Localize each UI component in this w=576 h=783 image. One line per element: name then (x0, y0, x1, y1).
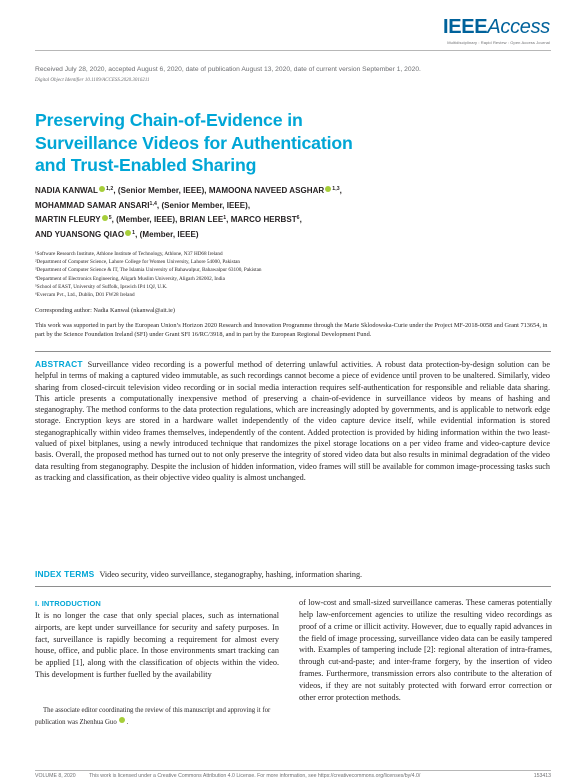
title-line: and Trust-Enabled Sharing (35, 155, 257, 175)
title-line: Surveillance Videos for Authentication (35, 132, 353, 153)
associate-editor-note: The associate editor coordinating the review of this manuscript and approving it for publication was Zhenhua Guo . (35, 707, 271, 726)
logo-tagline: Multidisciplinary : Rapid Review : Open Access Journal (447, 40, 550, 45)
author-affil-sup: 5 (108, 215, 112, 222)
author-name: MOHAMMAD SAMAR ANSARI (35, 200, 150, 210)
footer-license[interactable]: This work is licensed under a Creative Commons Attribution 4.0 License. For more information, see https://creativecommons.org/licenses/by/4.0/ (89, 773, 421, 779)
affiliation-item: ⁵School of EAST, University of Suffolk, Ipswich IP4 1QJ, U.K. (35, 283, 168, 290)
footer-rule (35, 770, 551, 771)
abstract (35, 359, 550, 483)
logo-wordmark (443, 16, 550, 39)
author-name: NADIA KANWAL (35, 186, 98, 195)
introduction-text-right: of low-cost and small-sized surveillance cameras. These cameras potentially help law-enforcement agencies to utilize the resulting video recordings as proof of a crime or illicit activity. However, due to equally rapid advances in the field of image processing, surveillance video data can be easily tampered with. Examples of tampering include [2]: regional alteration of intra-frames, through cut-and-paste; and inter-frame forgery, by the insertion of video frames. Furthermore, transmission errors also contribute to the alteration of videos, if they are not suitably protected with forward error correction or other error protection methods. (299, 598, 552, 702)
author-suffix: , (Member, IEEE), (111, 215, 180, 225)
footer-page-number: 153413 (533, 773, 551, 779)
funding-statement: This work was supported in part by the European Union’s Horizon 2020 Research and Innovation Programme through the Marie Sklodowska-Curie under the Project MF-2018-0058 and Grant 713654, in part by the Science Foundation Ireland (SFI) under Grant SFI 16/RC/3918, and in part by the European Regional Development Fund. (35, 322, 548, 338)
orcid-icon[interactable] (325, 186, 331, 192)
title-line: Preserving Chain-of-Evidence in (35, 110, 303, 130)
author-line (35, 212, 485, 227)
orcid-icon[interactable] (102, 215, 108, 221)
logo-ieee: IEEE (442, 16, 488, 38)
author-name: MARTIN FLEURY (35, 215, 101, 225)
author-suffix: , (339, 186, 342, 195)
logo-access: Access (487, 16, 550, 38)
author-name: AND YUANSONG QIAO (35, 229, 125, 239)
affiliation-item: ³Department of Computer Science & IT, The Islamia University of Bahawalpur, Bahawalpur 63100, Pakistan (35, 267, 262, 274)
received-dates: Received July 28, 2020, accepted August 6, 2020, date of publication August 13, 2020, date of current version September 1, 2020. (35, 66, 421, 73)
author-suffix: , (Senior Member, IEEE), (156, 200, 251, 210)
affiliation-item: ²Department of Computer Science, Lahore College for Women University, Lahore 54000, Pakistan (35, 259, 240, 266)
author-suffix: , (Senior Member, IEEE), (113, 186, 209, 195)
affiliation-item: ¹Software Research Institute, Athlone Institute of Technology, Athlone, N37 HD68 Ireland (35, 251, 223, 257)
author-suffix: , (299, 215, 302, 225)
author-name: MARCO HERBST (230, 215, 297, 225)
author-list (35, 183, 485, 241)
body-top-rule (35, 586, 551, 587)
doi: Digital Object Identifier 10.1109/ACCESS.2020.3016211 (35, 78, 150, 83)
author-name: MAMOONA NAVEED ASGHAR (208, 186, 325, 195)
author-suffix: , (226, 215, 231, 225)
index-terms (35, 569, 550, 580)
affiliation-item: ⁴Department of Electronics Engineering, Aligarh Muslim University, Aligarh 202002, India (35, 275, 225, 282)
author-suffix: , (Member, IEEE) (135, 229, 199, 239)
header-rule (35, 50, 551, 51)
article-title (35, 109, 435, 177)
orcid-icon[interactable] (99, 186, 105, 192)
left-column (35, 598, 279, 681)
index-terms-heading: INDEX TERMS (35, 569, 95, 579)
author-affil-sup: 1,3 (332, 186, 340, 192)
author-affil-sup: 1 (132, 229, 136, 236)
ieee-access-logo (443, 16, 550, 45)
author-affil-sup: 1 (223, 215, 227, 222)
author-affil-sup: 1,4 (149, 200, 157, 207)
affiliation-item: ⁶Evercam Pvt., Ltd., Dublin, D01 FW28 Ireland (35, 292, 135, 299)
right-column (299, 597, 552, 704)
index-terms-text: Video security, video surveillance, steganography, hashing, information sharing. (99, 570, 363, 579)
corresponding-author: Corresponding author: Nadia Kanwal (nkanwal@ait.ie) (35, 307, 175, 314)
introduction-text-left: It is no longer the case that only special places, such as international airports, are kept under surveillance for security and safety purposes. In fact, surveillance is rapidly becoming a requirement for almost every house, office, and public place. In those environments smart tracking can be applied [1], along with the classification of objects within the video. This development is further fuelled by the availability (35, 610, 279, 680)
orcid-icon[interactable] (125, 230, 131, 236)
author-name: BRIAN LEE (179, 215, 224, 225)
editor-note-text: The associate editor coordinating the review of this manuscript and approving it for publication was Zhenhua Guo (35, 707, 271, 726)
orcid-icon[interactable] (119, 717, 125, 723)
abstract-top-rule (35, 351, 551, 352)
abstract-heading: ABSTRACT (35, 359, 83, 369)
author-affil-sup: 1,2 (105, 186, 114, 192)
footer-volume: VOLUME 8, 2020 (35, 773, 76, 779)
author-line (35, 227, 485, 242)
author-line (35, 198, 485, 213)
affiliations (35, 250, 261, 299)
introduction-heading: I. INTRODUCTION (35, 599, 101, 608)
abstract-text: Surveillance video recording is a powerful method of deterring unlawful activities. A robust data protection-by-design solution can be helpful in terms of making a captured video immutable, as such recordings cannot become a piece of evidence until proven to be unaltered. Similarly, video sharing from closed-circuit television video recording or in social media interaction requires self-authentication for responsible and reliable data sharing. This article presents a computationally inexpensive method of preserving a chain-of-evidence in surveillance videos by means of hashing and steganography. The method conforms to the data protection regulations, which are increasingly adopted by governments, and is applicable to network edge storage. Encryption keys are stored in a hardware wallet independently of the video capture device itself, while evidential information is stored steganographically within video frames themselves, independently of the content. Added protection is provided by hiding information within the two least-valued of pixel bitplanes, using a newly introduced technique that randomizes the pixel storage locations on a per video frame and video-capture device basis. Overall, the proposed method has turned out to not only preserve the integrity of stored video data but also results in minimal degradation of the video data resulting from steganography. Despite the inclusion of hidden information, video frames will still be available for common image-processing tasks such as tracking and classification, as their objective video quality is almost unchanged. (35, 360, 550, 482)
author-affil-sup: 6 (296, 215, 300, 222)
author-line (35, 183, 485, 198)
